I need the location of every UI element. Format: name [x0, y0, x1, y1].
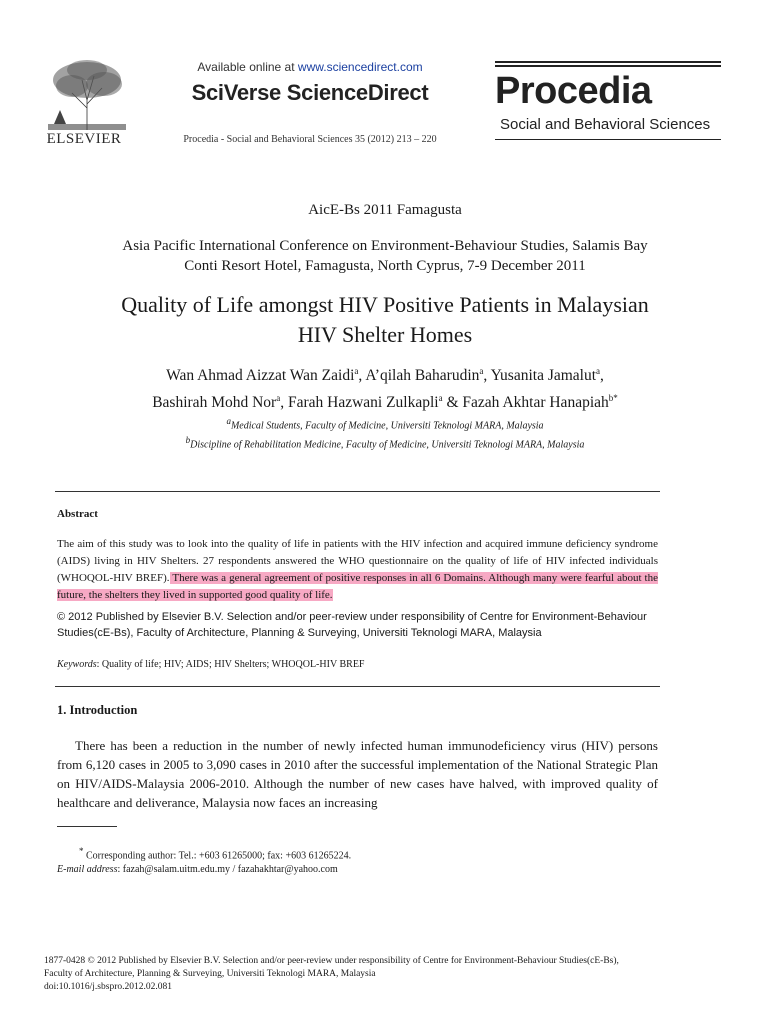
- introduction-text: There has been a reduction in the number of newly infected human immunodeficiency virus (HIV) persons from 6,120 cases in 2005 to 3,090 cases in 2010 after the successful implementation of the National Strategic Plan on HIV/AIDS-Malaysia 2006-2010. Although the number of new cases have halved, with improved quality of healthcare and deliverance, Malaysia now faces an increasing: [57, 738, 658, 810]
- author-name: Yusanita Jamalut: [490, 367, 597, 385]
- platform-name: SciVerse ScienceDirect: [191, 80, 429, 105]
- author-list: [40, 360, 730, 414]
- journal-subtitle: Social and Behavioral Sciences: [500, 116, 711, 133]
- elsevier-tree-logo-icon: [42, 58, 132, 132]
- footer-line-2: Faculty of Architecture, Planning & Surveying, Universiti Teknologi MARA, Malaysia: [44, 969, 376, 979]
- author-mark: a: [438, 393, 443, 404]
- author-line-2: [40, 387, 730, 414]
- author-mark: a: [596, 366, 601, 376]
- author-name: A’qilah Baharudin: [365, 367, 480, 385]
- corresponding-author: [57, 844, 351, 863]
- conference-full-name: [40, 236, 730, 276]
- journal-name: Procedia: [495, 70, 652, 112]
- author-mark: a: [354, 366, 359, 376]
- author-name: Farah Hazwani Zulkapli: [287, 394, 439, 412]
- author-line-1: [40, 360, 730, 387]
- footer-line-1: 1877-0428 © 2012 Published by Elsevier B.V. Selection and/or peer-review under responsibility of Centre for Environment-Behaviour Studies(cE-Bs),: [44, 956, 619, 966]
- author-mark: a: [276, 393, 281, 404]
- affiliation-text: Medical Students, Faculty of Medicine, Universiti Teknologi MARA, Malaysia: [230, 420, 544, 432]
- footer-doi[interactable]: doi:10.1016/j.sbspro.2012.02.081: [44, 982, 172, 992]
- introduction-heading: 1. Introduction: [57, 703, 138, 717]
- affiliation-b: [40, 433, 730, 452]
- abstract-highlighted-text: There was a general agreement of positive responses in all 6 Domains. Although many were fearful about the future, the shelters they lived in supported good quality of life.: [57, 572, 658, 601]
- affiliation-text: Discipline of Rehabilitation Medicine, Faculty of Medicine, Universiti Teknologi MARA, Malaysia: [190, 439, 585, 451]
- page-footer: [44, 955, 734, 994]
- keywords: [57, 659, 365, 670]
- conference-short-name: AicE-Bs 2011 Famagusta: [308, 202, 462, 218]
- footnote-mark: *: [79, 846, 84, 856]
- author-separator: &: [442, 394, 463, 412]
- conference-line-2: Conti Resort Hotel, Famagusta, North Cyprus, 7-9 December 2011: [184, 258, 586, 274]
- abstract-bottom-rule: [55, 686, 660, 687]
- abstract-plain-text: The aim of this study was to look into the quality of life in patients with the HIV infection and acquired immune deficiency syndrome (AIDS) living in HIV Shelters. 27 respondents answered the WHO questionnaire on the quality of life of HIV infected individuals (WHOQOL-HIV BREF).: [57, 538, 658, 584]
- author-separator: ,: [280, 394, 288, 412]
- author-name: Bashirah Mohd Nor: [152, 394, 277, 412]
- affiliation-mark: a: [226, 416, 231, 426]
- elsevier-wordmark: ELSEVIER: [46, 131, 122, 147]
- paper-title-line-2: HIV Shelter Homes: [297, 322, 473, 347]
- availability-prefix: Available online at: [197, 60, 298, 74]
- author-separator: ,: [483, 367, 491, 385]
- sciencedirect-link[interactable]: www.sciencedirect.com: [297, 60, 423, 74]
- footnote-rule: [57, 826, 117, 827]
- author-separator: ,: [600, 367, 604, 385]
- paper-title-line-1: Quality of Life amongst HIV Positive Patients in Malaysian: [121, 292, 649, 317]
- affiliation-mark: b: [185, 435, 191, 446]
- email-line: [57, 863, 351, 877]
- journal-header-underline: [495, 139, 721, 140]
- affiliations: [40, 414, 730, 453]
- keywords-list: : Quality of life; HIV; AIDS; HIV Shelters; WHOQOL-HIV BREF: [96, 659, 365, 670]
- author-name: Fazah Akhtar Hanapiah: [462, 394, 609, 412]
- author-name: Wan Ahmad Aizzat Wan Zaidi: [166, 367, 355, 385]
- author-mark: a: [479, 366, 484, 376]
- conference-line-1: Asia Pacific International Conference on Environment-Behaviour Studies, Salamis Bay: [122, 238, 648, 254]
- keywords-label: Keywords: [57, 659, 97, 670]
- abstract-top-rule: [55, 491, 660, 492]
- abstract-text: [57, 536, 658, 604]
- availability-line: [150, 60, 470, 74]
- author-separator: ,: [358, 367, 366, 385]
- email-label: E-mail address: [57, 864, 118, 876]
- copyright-statement: © 2012 Published by Elsevier B.V. Selection and/or peer-review under responsibility of Centre for Environment-Behaviour Studies(cE-Bs), Faculty of Architecture, Planning & Surveying, Universiti Teknologi MARA, Malaysia: [57, 611, 647, 639]
- paper-title: [40, 290, 730, 350]
- corresponding-author-text: Corresponding author: Tel.: +603 61265000; fax: +603 61265224.: [83, 850, 352, 862]
- abstract-heading: Abstract: [57, 508, 98, 520]
- affiliation-a: [40, 414, 730, 433]
- author-mark: b*: [608, 393, 618, 404]
- footnote: [57, 844, 351, 877]
- email-addresses: : fazah@salam.uitm.edu.my / fazahakhtar@yahoo.com: [117, 864, 338, 876]
- journal-citation: Procedia - Social and Behavioral Sciences 35 (2012) 213 – 220: [183, 134, 437, 145]
